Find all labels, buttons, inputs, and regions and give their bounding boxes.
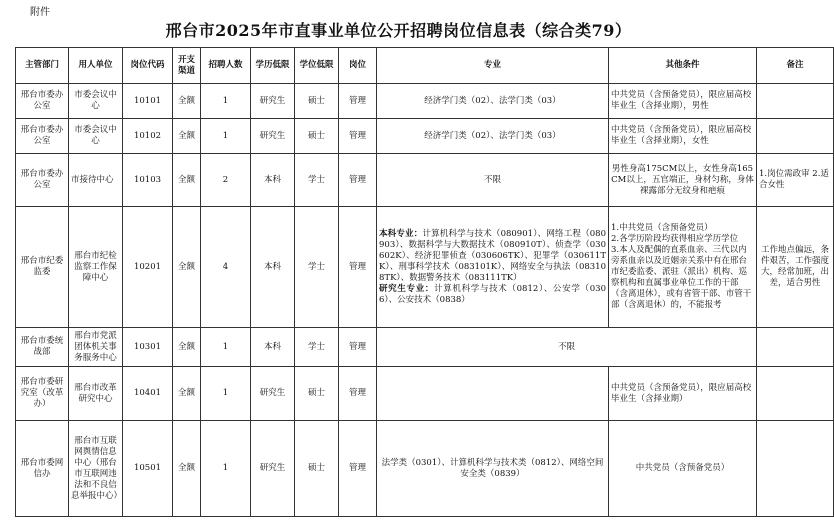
channel-cell: 全额 [173, 328, 201, 367]
header-cell: 岗位代码 [123, 48, 173, 84]
unit-cell: 市委会议中心 [69, 119, 123, 154]
degree-cell: 硕士 [295, 421, 339, 517]
undergrad-major-label: 本科专业： [379, 228, 423, 239]
dept-cell: 邢台市委统战部 [16, 328, 69, 367]
header-cell: 学位低限 [295, 48, 339, 84]
header-cell: 其他条件 [609, 48, 757, 84]
unit-cell: 邢台市党派团体机关事务服务中心 [69, 328, 123, 367]
post-cell: 管理 [339, 84, 377, 119]
edu-cell: 研究生 [251, 421, 295, 517]
channel-cell: 全额 [173, 154, 201, 207]
code-cell: 10301 [123, 328, 173, 367]
degree-cell: 学士 [295, 154, 339, 207]
grad-major-label: 研究生专业： [379, 283, 435, 294]
degree-cell: 学士 [295, 207, 339, 328]
positions-table [15, 47, 834, 517]
note-cell [757, 84, 834, 119]
major-cell: 法学类（0301）、计算机科学与技术类（0812）、网络空间安全类（0839） [377, 421, 609, 517]
count-cell: 1 [201, 328, 251, 367]
conditions-cell: 男性身高175CM以上，女性身高165CM以上，五官端正，身材匀称，身体裸露部分无纹身和疤痕 [609, 154, 757, 207]
channel-cell: 全额 [173, 119, 201, 154]
condition-line: 2.各学历阶段均获得相应学历学位 [611, 234, 739, 244]
conditions-cell: 中共党员（含预备党员），限应届高校毕业生（含择业期），男性 [609, 84, 757, 119]
degree-cell: 学士 [295, 328, 339, 367]
header-cell: 主管部门 [16, 48, 69, 84]
header-cell: 开支渠道 [173, 48, 201, 84]
edu-cell: 研究生 [251, 367, 295, 421]
unit-cell: 邢台市互联网舆情信息中心（邢台市互联网违法和不良信息举报中心） [69, 421, 123, 517]
edu-cell: 研究生 [251, 84, 295, 119]
channel-cell: 全额 [173, 84, 201, 119]
count-cell: 4 [201, 207, 251, 328]
attachment-label: 附件 [30, 7, 50, 18]
table-row [16, 367, 834, 421]
post-cell: 管理 [339, 207, 377, 328]
code-cell: 10103 [123, 154, 173, 207]
note-cell [757, 328, 834, 367]
count-cell: 1 [201, 367, 251, 421]
code-cell: 10101 [123, 84, 173, 119]
table-row [16, 207, 834, 328]
dept-cell: 邢台市委网信办 [16, 421, 69, 517]
channel-cell: 全额 [173, 421, 201, 517]
channel-cell: 全额 [173, 367, 201, 421]
conditions-cell: 中共党员（含预备党员） [609, 421, 757, 517]
degree-cell: 硕士 [295, 119, 339, 154]
note-cell: 1.岗位需政审 2.适合女性 [757, 154, 834, 207]
post-cell: 管理 [339, 154, 377, 207]
dept-cell: 邢台市委办公室 [16, 154, 69, 207]
table-row [16, 84, 834, 119]
conditions-cell: 中共党员（含预备党员），限应届高校毕业生（含择业期），女性 [609, 119, 757, 154]
condition-line: 3.本人及配偶的直系血亲、三代以内旁系血亲以及近姻亲关系中有在邢台市纪委监委、派驻（派出）机构、巡察机构和直属事业单位工作的干部（含离退休），或有省管干部、市管干部（含离退休）的，不能报考 [611, 245, 752, 310]
count-cell: 1 [201, 421, 251, 517]
header-row [16, 48, 834, 84]
code-cell: 10501 [123, 421, 173, 517]
count-cell: 2 [201, 154, 251, 207]
dept-cell: 邢台市委办公室 [16, 84, 69, 119]
edu-cell: 本科 [251, 154, 295, 207]
header-cell: 学历低限 [251, 48, 295, 84]
header-cell: 备注 [757, 48, 834, 84]
note-cell [757, 421, 834, 517]
post-cell: 管理 [339, 119, 377, 154]
channel-cell: 全额 [173, 207, 201, 328]
major-cell: 不限 [377, 328, 757, 367]
undergrad-major-text: 计算机科学与技术（080901）、网络工程（080903）、数据科学与大数据技术（080910T）、侦查学（030602K）、经济犯罪侦查（030606TK）、犯罪学（030611TK）、刑事科学技术（083101K）、网络安全与执法（083108TK）、数据警务技术（083111TK） [379, 228, 606, 283]
note-cell [757, 367, 834, 421]
header-cell: 岗位 [339, 48, 377, 84]
post-cell: 管理 [339, 367, 377, 421]
code-cell: 10102 [123, 119, 173, 154]
post-cell: 管理 [339, 421, 377, 517]
edu-cell: 本科 [251, 207, 295, 328]
major-cell: 不限 [377, 154, 609, 207]
condition-line: 1.中共党员（含预备党员） [611, 223, 713, 233]
table-row [16, 154, 834, 207]
major-cell [377, 207, 609, 328]
table-row [16, 119, 834, 154]
dept-cell: 邢台市委研究室（改革办） [16, 367, 69, 421]
unit-cell: 邢台市纪检监察工作保障中心 [69, 207, 123, 328]
conditions-cell [609, 207, 757, 328]
table-row [16, 421, 834, 517]
unit-cell: 市委会议中心 [69, 84, 123, 119]
code-cell: 10201 [123, 207, 173, 328]
header-cell: 招聘人数 [201, 48, 251, 84]
major-cell: 经济学门类（02）、法学门类（03） [377, 119, 609, 154]
note-cell [757, 119, 834, 154]
major-cell: 经济学门类（02）、法学门类（03） [377, 84, 609, 119]
conditions-cell: 中共党员（含预备党员），限应届高校毕业生（含择业期） [609, 367, 757, 421]
page-title: 邢台市2025年市直事业单位公开招聘岗位信息表（综合类79） [165, 21, 632, 40]
dept-cell: 邢台市委办公室 [16, 119, 69, 154]
degree-cell: 硕士 [295, 367, 339, 421]
major-cell [377, 367, 609, 421]
post-cell: 管理 [339, 328, 377, 367]
note-cell: 工作地点偏远，条件艰苦，工作强度大，经常加班，出差，适合男性 [757, 207, 834, 328]
dept-cell: 邢台市纪委监委 [16, 207, 69, 328]
table-row [16, 328, 834, 367]
unit-cell: 邢台市改革研究中心 [69, 367, 123, 421]
header-cell: 用人单位 [69, 48, 123, 84]
degree-cell: 硕士 [295, 84, 339, 119]
header-cell: 专业 [377, 48, 609, 84]
unit-cell: 市接待中心 [69, 154, 123, 207]
count-cell: 1 [201, 84, 251, 119]
edu-cell: 本科 [251, 328, 295, 367]
grad-major-text: 计算机科学与技术（0812）、公安学（0306）、公安技术（0838） [379, 283, 606, 305]
count-cell: 1 [201, 119, 251, 154]
edu-cell: 研究生 [251, 119, 295, 154]
code-cell: 10401 [123, 367, 173, 421]
